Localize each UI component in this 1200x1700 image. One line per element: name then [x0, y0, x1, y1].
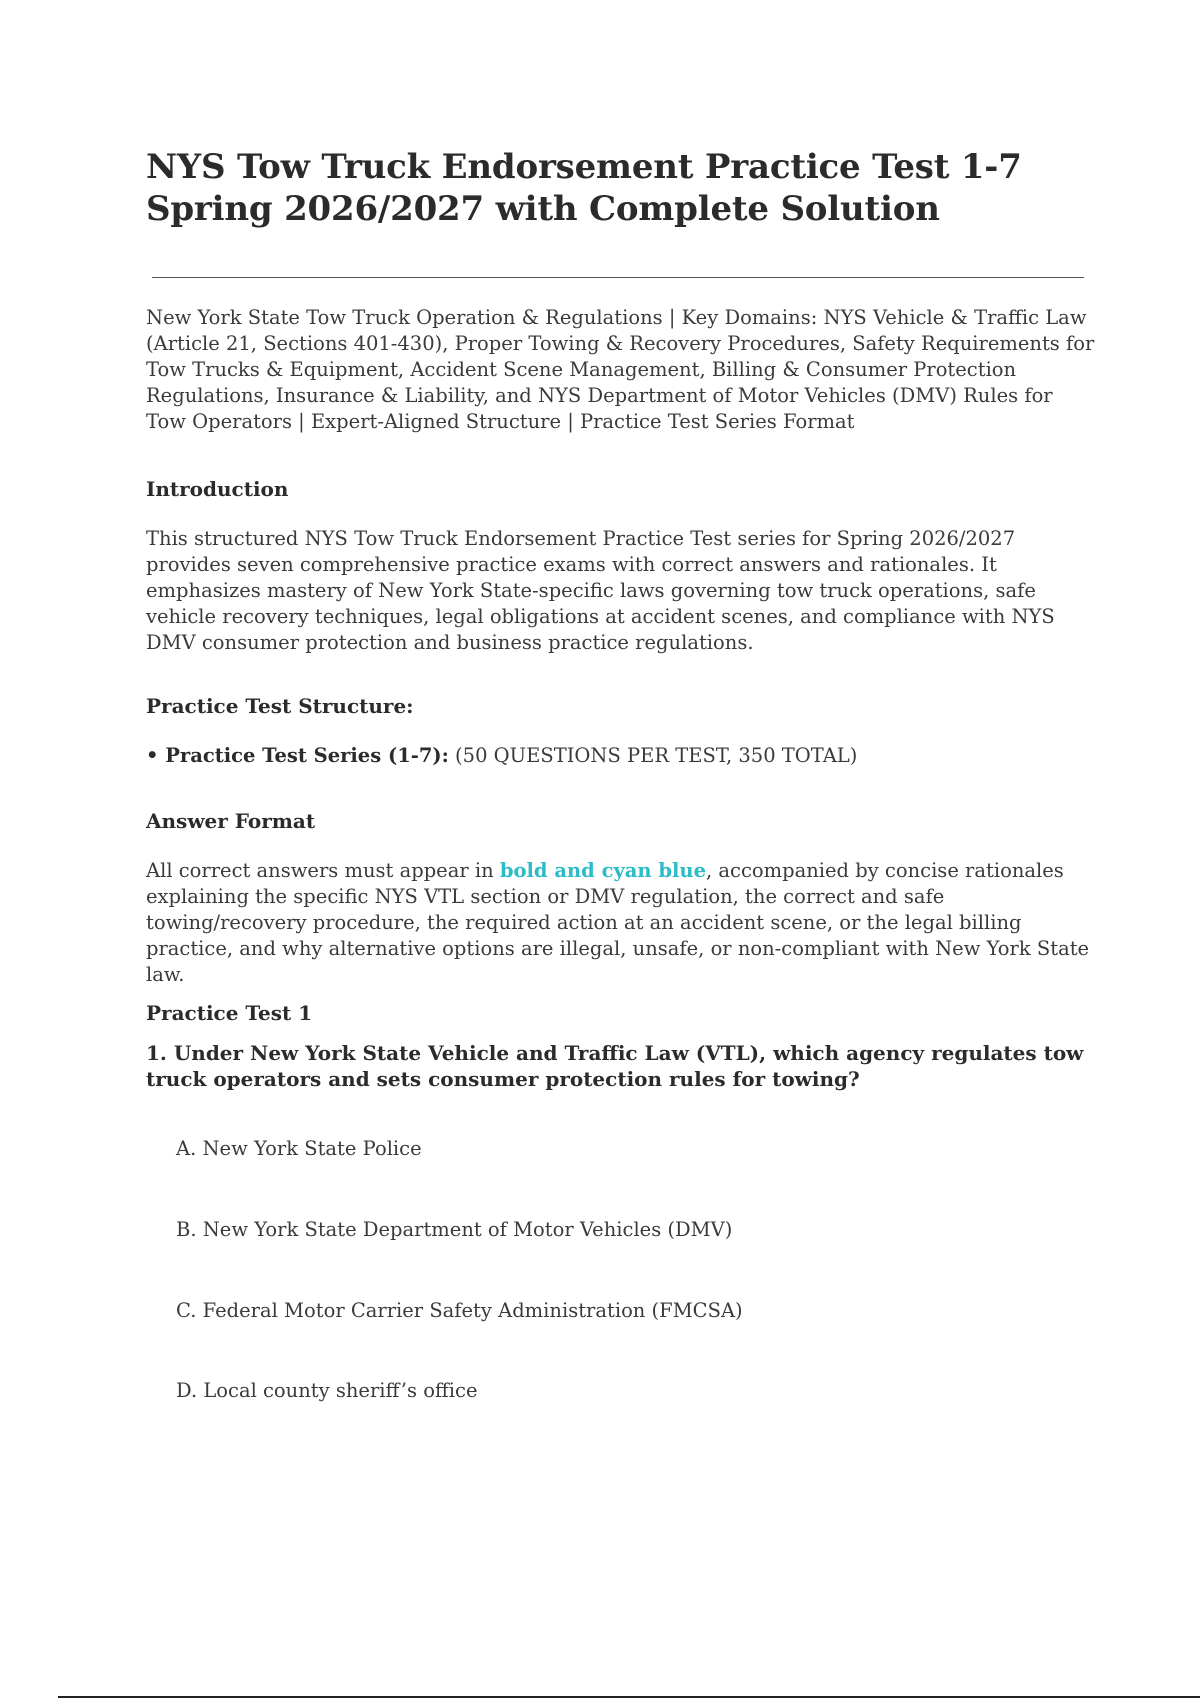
structure-heading: Practice Test Structure: — [146, 694, 414, 718]
page-bottom-rule — [58, 1696, 1200, 1698]
answer-format-heading: Answer Format — [146, 809, 316, 833]
answer-format-body — [146, 858, 1096, 988]
option-a: A. New York State Police — [176, 1137, 422, 1160]
question-1: 1. Under New York State Vehicle and Traffic Law (VTL), which agency regulates tow truck operators and sets consumer protection rules for towing? — [146, 1041, 1084, 1091]
answer-format-text-before: All correct answers must appear in — [146, 859, 500, 882]
document-title: NYS Tow Truck Endorsement Practice Test 1-7 Spring 2026/2027 with Complete Solution — [146, 147, 1022, 229]
structure-bullet-value: (50 QUESTIONS PER TEST, 350 TOTAL) — [448, 744, 858, 767]
option-d: D. Local county sheriff’s office — [176, 1379, 478, 1402]
option-c: C. Federal Motor Carrier Safety Administration (FMCSA) — [176, 1299, 743, 1322]
title-divider — [152, 277, 1084, 278]
introduction-body: This structured NYS Tow Truck Endorsement Practice Test series for Spring 2026/2027 provides seven comprehensive practice exams with correct answers and rationales. It emphasizes mastery of New York State-specific laws governing tow truck operations, safe vehicle recovery techniques, legal obligations at accident scenes, and compliance with NYS DMV consumer protection and business practice regulations. — [146, 527, 1055, 654]
structure-bullet — [146, 743, 1096, 769]
structure-bullet-label: • Practice Test Series (1-7): — [146, 744, 449, 767]
document-subtitle: New York State Tow Truck Operation & Regulations | Key Domains: NYS Vehicle & Traffic Law (Article 21, Sections 401-430), Proper Towing & Recovery Procedures, Safety Requirements for Tow Trucks & Equipment, Accident Scene Management, Billing & Consumer Protection Regulations, Insurance & Liability, and NYS Department of Motor Vehicles (DMV) Rules for Tow Operators | Expert-Aligned Structure | Practice Test Series Format — [146, 306, 1095, 433]
option-b: B. New York State Department of Motor Vehicles (DMV) — [176, 1218, 733, 1241]
answer-format-highlight: bold and cyan blue — [499, 859, 707, 882]
answer-format-text-after: , accompanied by concise rationales explaining the specific NYS VTL section or DMV regulation, the correct and safe towing/recovery procedure, the required action at an accident scene, or the legal billing practice, and why alternative options are illegal, unsafe, or non-compliant with New York State law. — [146, 859, 1090, 986]
document-page — [146, 146, 1086, 230]
introduction-heading: Introduction — [146, 477, 289, 501]
practice-test-1-heading: Practice Test 1 — [146, 1001, 313, 1025]
